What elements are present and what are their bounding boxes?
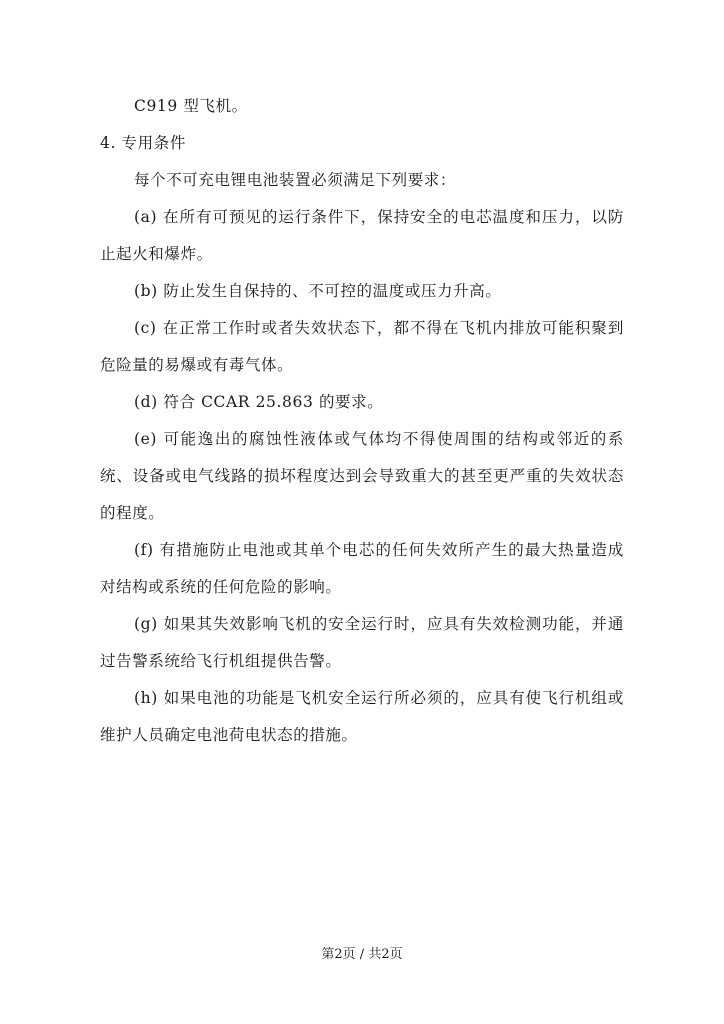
section-heading-special-conditions: 4. 专用条件 [100,134,186,152]
page-number-footer: 第2页 / 共2页 [321,947,403,962]
paragraph-item-c: (c) 在正常工作时或者失效状态下，都不得在飞机内排放可能积聚到危险量的易爆或有毒气体。 [100,319,624,374]
paragraph-item-h: (h) 如果电池的功能是飞机安全运行所必须的，应具有使飞行机组或维护人员确定电池荷电状态的措施。 [100,689,624,744]
paragraph-c919: C919 型飞机。 [134,97,248,115]
paragraph-item-b: (b) 防止发生自保持的、不可控的温度或压力升高。 [134,282,502,300]
paragraph-item-d: (d) 符合 CCAR 25.863 的要求。 [134,393,384,411]
paragraph-item-g: (g) 如果其失效影响飞机的安全运行时，应具有失效检测功能，并通过告警系统给飞行机组提供告警。 [100,615,624,670]
paragraph-item-a: (a) 在所有可预见的运行条件下，保持安全的电芯温度和压力，以防止起火和爆炸。 [100,208,624,263]
paragraph-item-e: (e) 可能逸出的腐蚀性液体或气体均不得使周围的结构或邻近的系统、设备或电气线路的损坏程度达到会导致重大的甚至更严重的失效状态的程度。 [100,430,624,522]
document-body [100,88,624,754]
paragraph-requirements-intro: 每个不可充电锂电池装置必须满足下列要求： [134,171,457,189]
paragraph-item-f: (f) 有措施防止电池或其单个电芯的任何失效所产生的最大热量造成对结构或系统的任何危险的影响。 [100,541,624,596]
